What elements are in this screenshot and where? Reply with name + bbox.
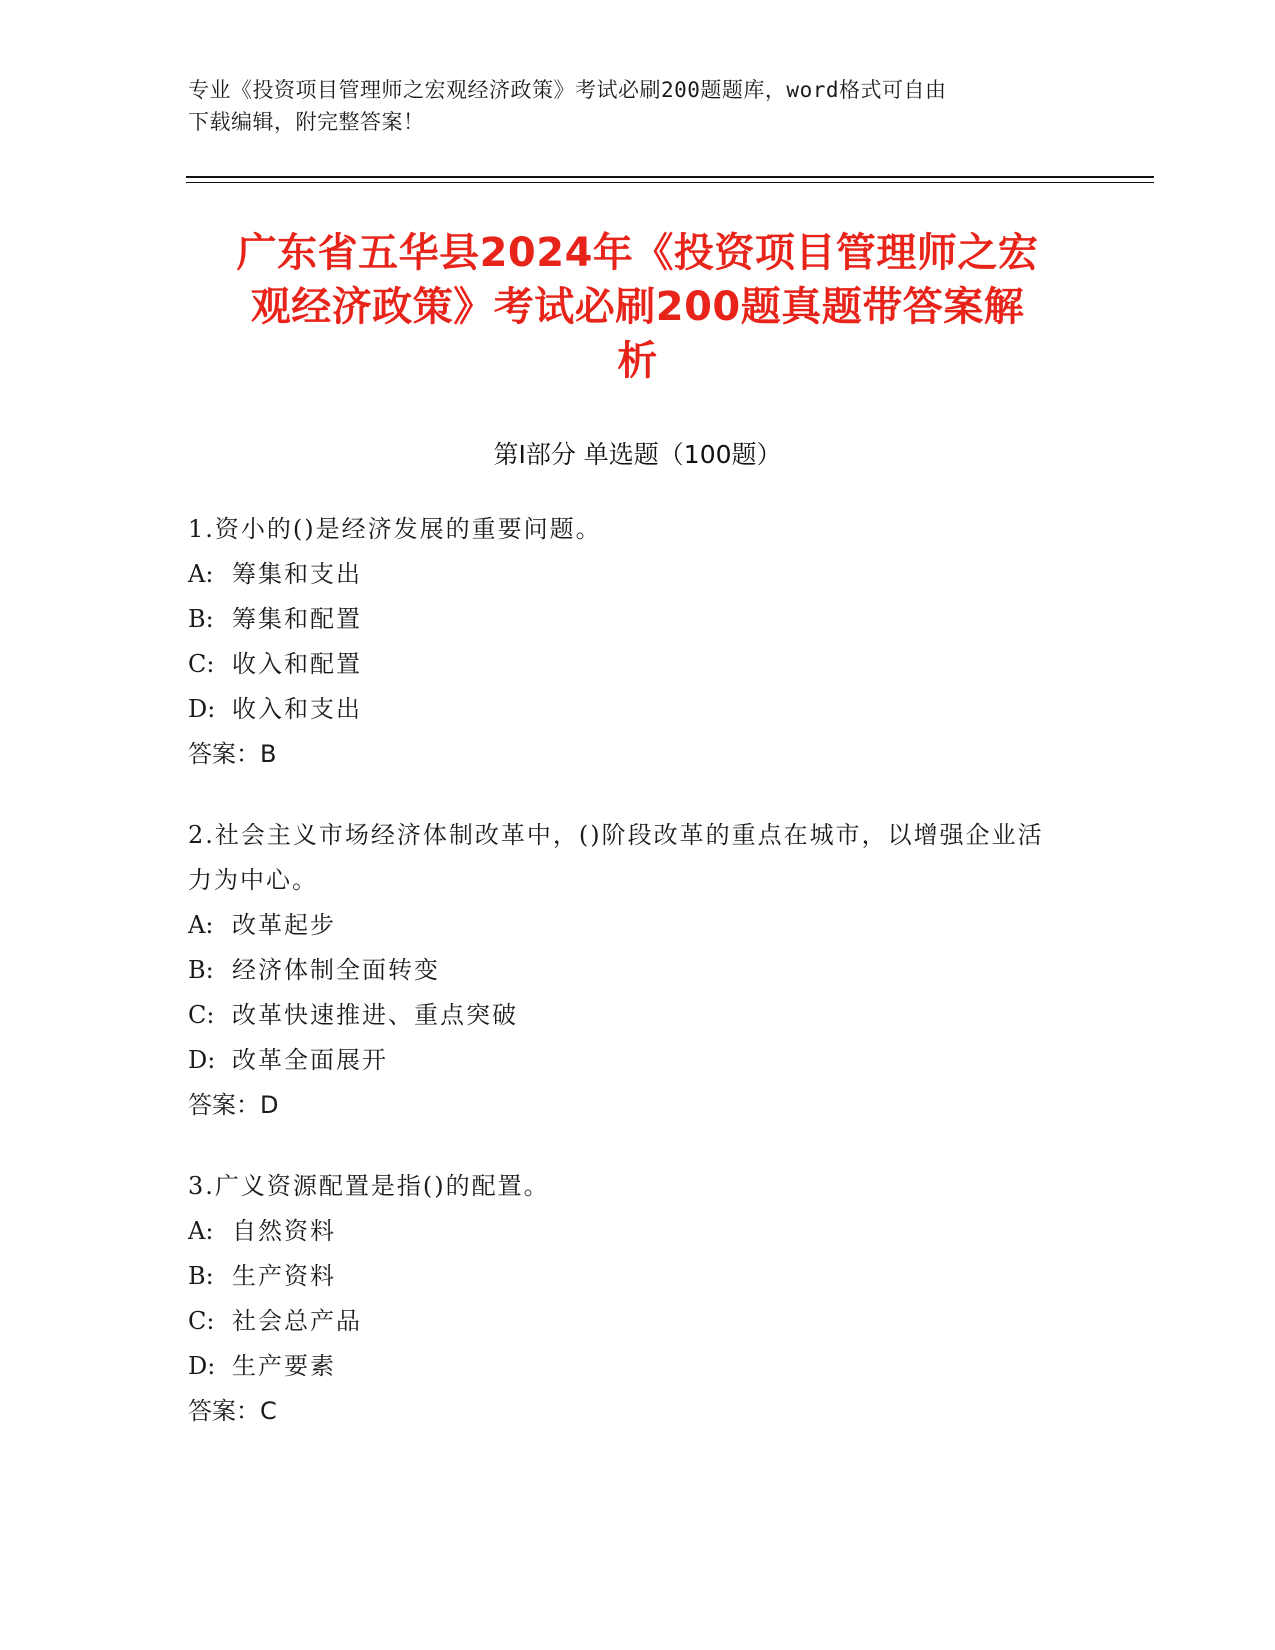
option-b: [188, 597, 1068, 642]
question-1: [188, 507, 1068, 777]
option-a: [188, 552, 1068, 597]
option-letter: C:: [188, 1307, 215, 1335]
option-letter: C:: [188, 1001, 215, 1029]
document-title-line-1: 广东省五华县2024年《投资项目管理师之宏: [236, 230, 1039, 276]
option-letter: B:: [188, 956, 214, 984]
option-a: [188, 903, 1068, 948]
option-text: 经济体制全面转变: [232, 956, 440, 984]
option-letter: D:: [188, 695, 216, 723]
header-note-line-2: 下载编辑，附完整答案！: [188, 110, 425, 134]
option-letter: C:: [188, 650, 215, 678]
option-text: 收入和配置: [232, 650, 362, 678]
option-text: 生产资料: [232, 1262, 336, 1290]
option-d: [188, 687, 1068, 732]
option-c: [188, 1299, 1068, 1344]
option-c: [188, 993, 1068, 1038]
answer-text: 答案：D: [188, 1091, 279, 1119]
header-note: [188, 74, 1088, 138]
option-b: [188, 948, 1068, 993]
option-c: [188, 642, 1068, 687]
option-letter: A:: [188, 560, 214, 588]
document-title-line-3: 析: [617, 338, 658, 384]
document-title: [180, 226, 1095, 388]
option-text: 自然资料: [232, 1217, 336, 1245]
option-text: 筹集和支出: [232, 560, 362, 588]
section-title: 第Ⅰ部分 单选题（100题）: [493, 440, 782, 469]
option-letter: D:: [188, 1046, 216, 1074]
header-rule-thin: [186, 182, 1154, 183]
question-2: [188, 813, 1068, 1128]
question-3: [188, 1164, 1068, 1434]
answer-text: 答案：B: [188, 740, 277, 768]
option-letter: A:: [188, 1217, 214, 1245]
header-note-line-1: 专业《投资项目管理师之宏观经济政策》考试必刷200题题库，word格式可自由: [188, 78, 947, 102]
option-b: [188, 1254, 1068, 1299]
option-letter: A:: [188, 911, 214, 939]
option-text: 改革快速推进、重点突破: [232, 1001, 518, 1029]
option-text: 收入和支出: [232, 695, 362, 723]
header-rule-thick: [186, 176, 1154, 178]
question-stem: 3.广义资源配置是指()的配置。: [188, 1172, 550, 1200]
option-d: [188, 1344, 1068, 1389]
question-stem: 2.社会主义市场经济体制改革中，()阶段改革的重点在城市，以增强企业活力为中心。: [188, 821, 1044, 894]
option-text: 改革全面展开: [232, 1046, 388, 1074]
option-text: 社会总产品: [232, 1307, 362, 1335]
option-text: 生产要素: [232, 1352, 336, 1380]
option-letter: B:: [188, 605, 214, 633]
answer-text: 答案：C: [188, 1397, 277, 1425]
option-a: [188, 1209, 1068, 1254]
option-letter: D:: [188, 1352, 216, 1380]
document-title-line-2: 观经济政策》考试必刷200题真题带答案解: [250, 284, 1025, 330]
option-d: [188, 1038, 1068, 1083]
option-letter: B:: [188, 1262, 214, 1290]
option-text: 改革起步: [232, 911, 336, 939]
question-stem: 1.资小的()是经济发展的重要问题。: [188, 515, 602, 543]
option-text: 筹集和配置: [232, 605, 362, 633]
